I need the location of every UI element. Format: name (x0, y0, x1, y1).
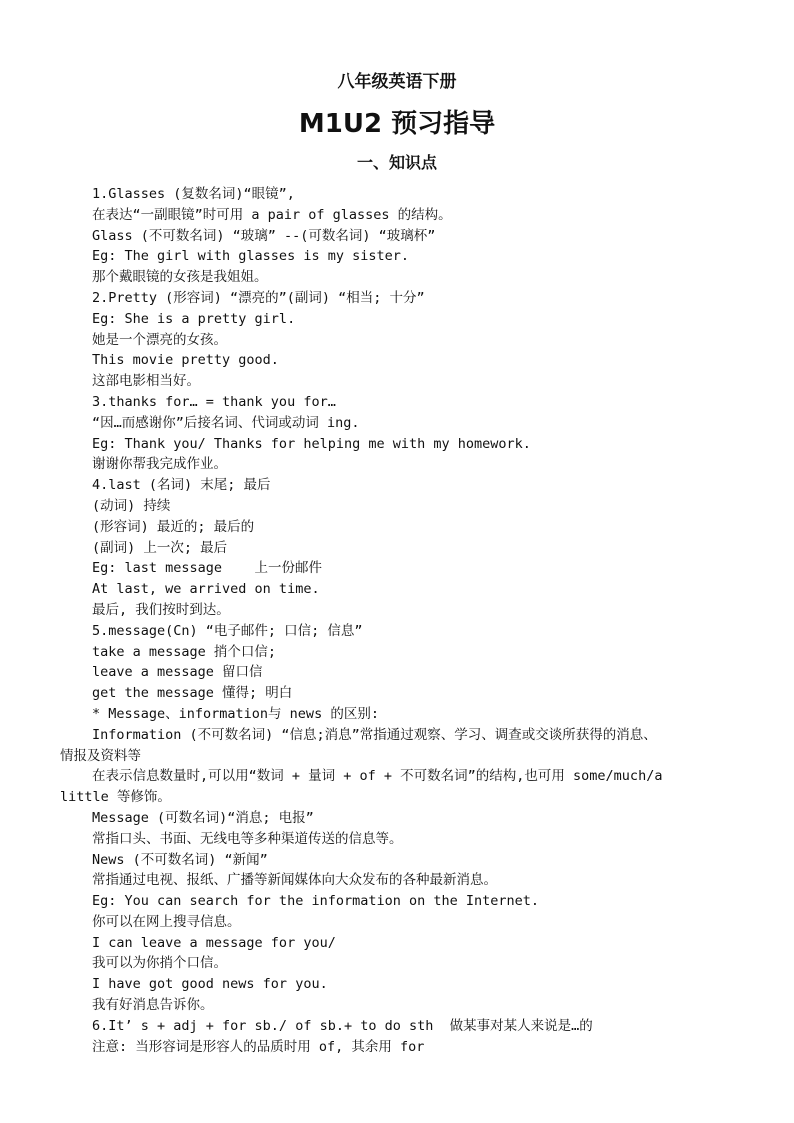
text-line: 3.thanks for… = thank you for… (92, 393, 336, 410)
document-subtitle: 八年级英语下册 (337, 72, 457, 92)
text-line: This movie pretty good. (92, 352, 279, 369)
text-line: Eg: last message 上一份邮件 (92, 560, 323, 577)
text-line: Eg: You can search for the information on the Internet. (92, 893, 540, 910)
section-heading: 一、知识点 (356, 153, 437, 172)
text-line: 2.Pretty (形容词) “漂亮的”(副词) “相当; 十分” (92, 289, 425, 306)
text-line: Eg: She is a pretty girl. (92, 310, 296, 327)
text-line: Message (可数名词)“消息; 电报” (92, 809, 314, 826)
text-line: 5.message(Cn) “电子邮件; 口信; 信息” (92, 622, 363, 639)
text-line: 在表示信息数量时,可以用“数词 + 量词 + of + 不可数名词”的结构,也可用 some/much/a (92, 768, 663, 785)
text-line: “因…而感谢你”后接名词、代词或动词 ing. (92, 414, 360, 431)
document-title: M1U2 预习指导 (298, 109, 496, 139)
text-line: 这部电影相当好。 (92, 373, 200, 390)
text-line: 谢谢你帮我完成作业。 (92, 456, 227, 473)
text-line: 常指通过电视、报纸、广播等新闻媒体向大众发布的各种最新消息。 (92, 872, 497, 889)
text-line: 那个戴眼镜的女孩是我姐姐。 (92, 269, 268, 286)
text-line: 她是一个漂亮的女孩。 (92, 331, 227, 348)
text-line: 在表达“一副眼镜”时可用 a pair of glasses 的结构。 (92, 206, 452, 223)
document-body (60, 184, 740, 1057)
text-line: Eg: Thank you/ Thanks for helping me with my homework. (92, 435, 531, 452)
text-line: 我可以为你捎个口信。 (92, 955, 227, 972)
text-line: 你可以在网上搜寻信息。 (92, 913, 241, 930)
text-line: get the message 懂得; 明白 (92, 685, 293, 702)
text-line: 4.last (名词) 末尾; 最后 (92, 477, 271, 494)
text-line: (动词) 持续 (92, 497, 171, 514)
text-line: 1.Glasses (复数名词)“眼镜”, (92, 186, 295, 202)
text-line: News (不可数名词) “新闻” (92, 851, 268, 868)
text-line: (副词) 上一次; 最后 (92, 539, 228, 556)
text-line: At last, we arrived on time. (92, 581, 320, 598)
text-line: Glass (不可数名词) “玻璃” --(可数名词) “玻璃杯” (92, 227, 436, 244)
text-line: 最后, 我们按时到达。 (92, 601, 230, 618)
text-line: * Message、information与 news 的区别: (92, 705, 379, 722)
text-line: leave a message 留口信 (92, 664, 263, 681)
text-line: I have got good news for you. (92, 976, 328, 993)
text-line: 注意: 当形容词是形容人的品质时用 of, 其余用 for (92, 1038, 425, 1055)
text-line: take a message 捎个口信; (92, 643, 277, 660)
text-line: (形容词) 最近的; 最后的 (92, 518, 255, 535)
text-line: 我有好消息告诉你。 (92, 997, 214, 1014)
text-line: I can leave a message for you/ (92, 934, 336, 951)
text-line: Eg: The girl with glasses is my sister. (92, 248, 409, 265)
text-line: 常指口头、书面、无线电等多种渠道传送的信息等。 (92, 830, 403, 847)
text-line: 6.It’ s + adj + for sb./ of sb.+ to do sth 做某事对某人来说是…的 (92, 1017, 593, 1034)
text-line: little 等修饰。 (60, 789, 171, 806)
text-line: 情报及资料等 (60, 747, 141, 764)
text-line: Information (不可数名词) “信息;消息”常指通过观察、学习、调查或交谈所获得的消息、 (92, 726, 657, 743)
